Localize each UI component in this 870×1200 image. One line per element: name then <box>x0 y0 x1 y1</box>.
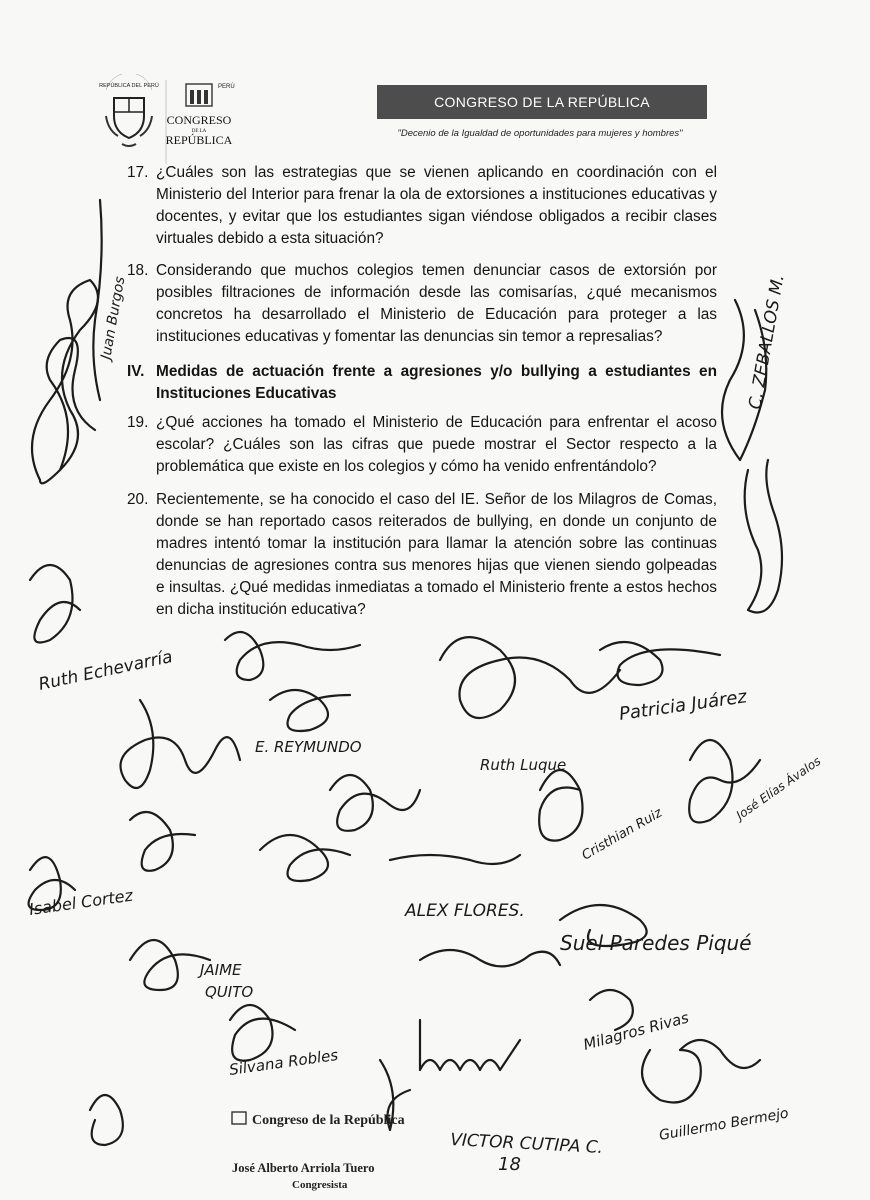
signature-scribble <box>745 460 782 613</box>
signature-scribble <box>689 740 760 823</box>
signature-scribble <box>90 1095 123 1145</box>
signature-scribble <box>420 1020 520 1070</box>
handwritten-name: Guillermo Bermejo <box>657 1105 790 1144</box>
signature-scribble <box>330 775 420 831</box>
stamp-line-2: José Alberto Arriola Tuero <box>232 1161 375 1175</box>
question-number: 17. <box>127 164 149 181</box>
svg-text:DE LA: DE LA <box>191 129 207 134</box>
decade-motto: "Decenio de la Igualdad de oportunidades para mujeres y hombres" <box>397 128 683 139</box>
signature-scribble <box>93 200 101 400</box>
signature-scribble <box>560 905 647 946</box>
signature-scribble <box>130 940 210 990</box>
handwritten-name: Ruth Echevarría <box>36 646 175 695</box>
signature-scribble <box>130 812 195 871</box>
stamp-line-1: Congreso de la República <box>252 1113 405 1128</box>
question-17 <box>127 162 717 250</box>
logo1-text: REPÚBLICA DEL PERÚ <box>99 83 159 89</box>
handwritten-name: QUITO <box>205 983 254 1001</box>
logo2-top: PERÚ <box>218 84 235 90</box>
congreso-logo <box>166 80 235 164</box>
signature-scribble <box>30 565 80 643</box>
handwritten-name: E. REYMUNDO <box>255 738 362 756</box>
handwritten-name: Silvana Robles <box>228 1045 340 1079</box>
question-text: ¿Qué acciones ha tomado el Ministerio de Educación para enfrentar el acoso escolar? ¿Cuáles son las cifras que puede mostrar el Sector respecto a la problemática que existe en los colegios y cómo ha venido enfrentándolo? <box>156 414 717 475</box>
question-number: 18. <box>127 262 149 279</box>
congress-stamp <box>232 1112 405 1191</box>
page-number: 18 <box>498 1154 521 1175</box>
handwritten-name: ALEX FLORES. <box>405 901 525 921</box>
signature-scribble <box>600 642 720 685</box>
section-title: Medidas de actuación frente a agresiones y/o bullying a estudiantes en Instituciones Educativas <box>156 363 717 402</box>
signature-scribble <box>440 637 620 718</box>
congress-banner: CONGRESO DE LA REPÚBLICA <box>377 85 707 119</box>
handwritten-name: Suel Paredes Piqué <box>560 931 752 955</box>
peru-coat-of-arms-logo <box>99 74 159 146</box>
signature-scribble <box>230 1005 295 1061</box>
handwritten-name: VICTOR CUTIPA C. <box>449 1130 604 1158</box>
question-text: Considerando que muchos colegios temen denunciar casos de extorsión por posibles filtraciones de información desde las comisarías, ¿qué mecanismos concretos ha desarrollado el Ministerio de Educación para proteger a las instituciones educativas y fomentar las denuncias sin temor a represalias? <box>156 262 717 345</box>
handwritten-name: C. ZEBALLOS M. <box>745 273 789 411</box>
section-number: IV. <box>127 363 145 380</box>
section-iv-heading <box>127 361 717 405</box>
handwritten-name: JAIME <box>200 961 242 979</box>
signature-scribble <box>47 338 95 470</box>
signature-scribble <box>32 280 98 483</box>
handwritten-name: José Elías Ávalos <box>733 753 824 823</box>
signature-scribble <box>121 700 241 788</box>
question-19 <box>127 412 717 478</box>
handwritten-name: Ruth Luque <box>480 756 567 774</box>
signature-scribble <box>225 632 360 680</box>
svg-text:REPÚBLICA: REPÚBLICA <box>165 133 233 147</box>
signature-scribble <box>390 855 520 864</box>
handwritten-name: Cristhian Ruiz <box>579 805 665 864</box>
question-text: ¿Cuáles son las estrategias que se vienen aplicando en coordinación con el Ministerio del Interior para frenar la ola de extorsiones a instituciones educativas y docentes, y evitar que los estudiantes sigan viéndose obligados a recibir clases virtuales debido a esta situación? <box>156 164 717 247</box>
handwritten-name: Milagros Rivas <box>581 1008 691 1054</box>
handwritten-name: Juan Burgos <box>98 275 129 361</box>
congress-logos <box>96 74 236 170</box>
signature-scribble <box>380 1060 410 1130</box>
signature-scribble <box>722 300 766 460</box>
stamp-line-3: Congresista <box>292 1179 348 1191</box>
handwritten-name: Isabel Cortez <box>27 885 134 919</box>
question-number: 20. <box>127 491 149 508</box>
signature-scribble <box>270 690 350 731</box>
signature-scribble <box>420 950 560 966</box>
svg-text:CONGRESO: CONGRESO <box>166 113 232 127</box>
question-18 <box>127 260 717 348</box>
question-number: 19. <box>127 414 149 431</box>
signature-scribble <box>590 990 633 1030</box>
signature-scribble <box>642 1040 760 1103</box>
question-text: Recientemente, se ha conocido el caso del IE. Señor de los Milagros de Comas, donde se han reportado casos reiterados de bullying, en donde un conjunto de madres intentó tomar la institución para llamar la atención sobre las continuas denuncias de agresiones contra sus menores hijas que vienen siendo golpeadas e insultas. ¿Qué medidas inmediatas a tomado el Ministerio frente a estos hechos en dicha institución educativa? <box>156 491 717 618</box>
question-20 <box>127 489 717 621</box>
handwritten-name: Patricia Juárez <box>617 686 749 725</box>
signature-scribble <box>29 857 75 910</box>
signature-scribble <box>260 835 350 881</box>
signature-scribble <box>539 770 582 841</box>
